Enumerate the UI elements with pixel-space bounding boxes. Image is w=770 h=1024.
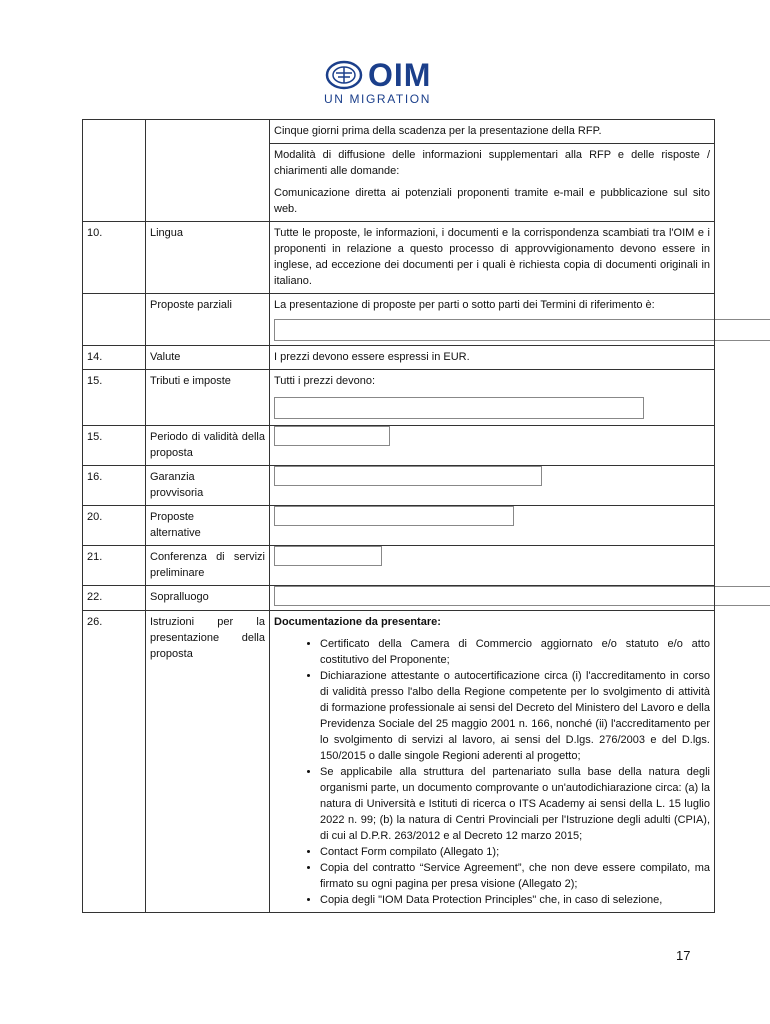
- table-row: [83, 120, 715, 222]
- logo-brand: OIM: [368, 57, 432, 93]
- table-row: [83, 294, 715, 346]
- row-label: Lingua: [146, 222, 270, 294]
- row-number: 14.: [83, 346, 146, 370]
- guarantee-field[interactable]: [274, 466, 542, 486]
- table-row: [83, 466, 715, 506]
- table-row: [83, 346, 715, 370]
- site-visit-field[interactable]: [274, 586, 770, 606]
- table-row: [83, 426, 715, 466]
- row-text: I prezzi devono essere espressi in EUR.: [270, 346, 715, 370]
- list-item: • Copia del contratto “Service Agreement”, che non deve essere compilato, ma firmato su ogni pagina per presa visione (Allegato 2);: [320, 860, 710, 892]
- row-label: Periodo di validità della proposta: [146, 426, 270, 466]
- row-label: Proposte alternative: [146, 506, 270, 546]
- table-row: [83, 586, 715, 611]
- row-label: Istruzioni per la presentazione della proposta: [146, 611, 270, 913]
- docs-heading: Documentazione da presentare:: [274, 616, 441, 628]
- alternative-proposals-field[interactable]: [274, 506, 514, 526]
- row-number: 10.: [83, 222, 146, 294]
- row-label: Conferenza di servizi preliminare: [146, 546, 270, 586]
- table-row: [83, 370, 715, 426]
- row-number: 22.: [83, 586, 146, 611]
- row-label: Sopralluogo: [146, 586, 270, 611]
- list-item: • Copia degli "IOM Data Protection Principles" che, in caso di selezione,: [320, 892, 710, 908]
- logo-subtitle: UN MIGRATION: [324, 92, 431, 106]
- table-row: [83, 506, 715, 546]
- list-item: • Certificato della Camera di Commercio aggiornato e/o statuto e/o atto costitutivo del Proponente;: [320, 636, 710, 668]
- row-text: La presentazione di proposte per parti o sotto parti dei Termini di riferimento è:: [274, 299, 655, 311]
- list-item: • Contact Form compilato (Allegato 1);: [320, 844, 710, 860]
- row-label: Valute: [146, 346, 270, 370]
- row-number: 21.: [83, 546, 146, 586]
- table-row: [83, 611, 715, 913]
- row-number: [83, 294, 146, 346]
- un-emblem-icon: [324, 60, 364, 92]
- page-number: 17: [676, 948, 691, 963]
- row-number: 16.: [83, 466, 146, 506]
- communication-text: Comunicazione diretta ai potenziali proponenti tramite e-mail e pubblicazione sul sito web.: [274, 187, 710, 215]
- docs-list: [274, 636, 710, 908]
- list-item: • Dichiarazione attestante o autocertificazione circa (i) l'accreditamento in corso di validità presso l'albo della Regione competente per lo svolgimento di attività di formazione professionale ai sensi del Decreto del Ministero del Lavoro e della Previdenza Sociale del 25 maggio 2001 n. 166, nonché (ii) l'accreditamento per lo svolgimento di servizi al lavoro, ai sensi del D.lgs. 276/2003 e del D.lgs. 150/2015 o dalle singole Regioni aderenti al progetto;: [320, 668, 710, 764]
- row-number: 15.: [83, 370, 146, 426]
- conference-field[interactable]: [274, 546, 382, 566]
- list-item: • Se applicabile alla struttura del partenariato sulla base della natura degli organismi parte, un documento comprovante o un'autodichiarazione circa: (a) la natura di Università e Istituti di ricerca o ITS Academy ai sensi della L. 15 luglio 2022 n. 99; (b) la natura di Centri Provinciali per l'Istruzione degli adulti (CPIA), di cui al D.P.R. 263/2012 e al Decreto 12 marzo 2015;: [320, 764, 710, 844]
- partial-proposals-field[interactable]: [274, 319, 770, 341]
- rfp-table: [82, 119, 715, 913]
- row-number: 15.: [83, 426, 146, 466]
- row-number: 20.: [83, 506, 146, 546]
- row-label: Proposte parziali: [146, 294, 270, 346]
- row-text: Tutti i prezzi devono:: [274, 375, 376, 387]
- deadline-text: Cinque giorni prima della scadenza per la presentazione della RFP.: [274, 125, 602, 137]
- table-row: [83, 222, 715, 294]
- row-text: Tutte le proposte, le informazioni, i documenti e la corrispondenza scambiati tra l'OIM e i proponenti in relazione a questo processo di approvvigionamento devono essere in inglese, ad eccezione dei documenti per i quali è richiesta copia di documenti originali in italiano.: [270, 222, 715, 294]
- row-label: Garanzia provvisoria: [146, 466, 270, 506]
- oim-logo: [322, 58, 448, 108]
- row-label: Tributi e imposte: [146, 370, 270, 426]
- table-row: [83, 546, 715, 586]
- validity-period-field[interactable]: [274, 426, 390, 446]
- taxes-field[interactable]: [274, 397, 644, 419]
- diffusion-text: Modalità di diffusione delle informazioni supplementari alla RFP e delle risposte / chiarimenti alle domande:: [274, 149, 710, 177]
- row-number: 26.: [83, 611, 146, 913]
